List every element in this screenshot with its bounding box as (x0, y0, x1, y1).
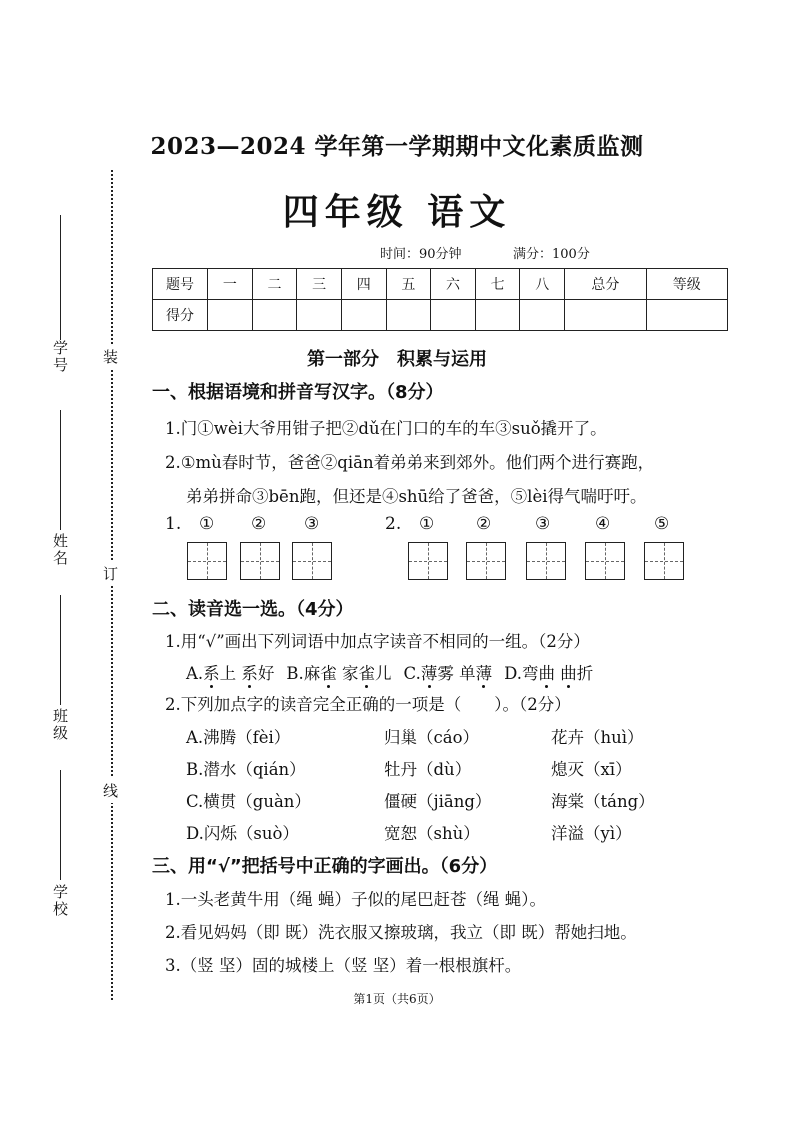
score-header-cell: 等级 (646, 269, 727, 300)
score-table-score-row (153, 300, 728, 331)
dotted-char: 薄 (475, 664, 493, 683)
q2-sub-2: 2.下列加点字的读音完全正确的一项是（ ）。（2分） (165, 695, 571, 714)
score-header-cell: 二 (252, 269, 297, 300)
score-cell[interactable] (475, 300, 520, 331)
answer-group-2-label: 2. (385, 514, 402, 534)
section-2-title: 二、读音选一选。（4分） (152, 599, 354, 620)
option-text: 好 (257, 664, 275, 683)
answer-mark: ④ (595, 514, 611, 534)
score-cell[interactable] (565, 300, 646, 331)
q2-option-c-1: C.横贯（guàn） (186, 792, 311, 811)
q2-option-c-2: 僵硬（jiāng） (384, 792, 492, 811)
score-header-cell: 七 (475, 269, 520, 300)
score-cell[interactable] (208, 300, 253, 331)
tian-grid-box[interactable] (187, 542, 227, 580)
score-cell[interactable] (520, 300, 565, 331)
q2-option-b-1: B.潜水（qián） (186, 760, 306, 779)
q2-option-d-1: D.闪烁（suò） (186, 824, 299, 843)
option-text: 折 (576, 664, 594, 683)
answer-mark: ② (476, 514, 492, 534)
score-header-cell: 总分 (565, 269, 646, 300)
q3-line-3: 3.（竖 坚）固的城楼上（竖 坚）着一根根旗杆。 (165, 956, 522, 975)
score-cell[interactable] (386, 300, 431, 331)
option-text: A. (186, 664, 204, 683)
part-one-heading: 第一部分 积累与运用 (307, 349, 487, 370)
answer-group-1-label: 1. (165, 514, 182, 534)
dotted-char: 系 (203, 664, 220, 683)
option-text: 儿 (375, 664, 392, 683)
score-header-cell: 一 (208, 269, 253, 300)
score-cell[interactable] (252, 300, 297, 331)
tian-grid-box[interactable] (644, 542, 684, 580)
score-cell[interactable] (431, 300, 476, 331)
full-score: 满分：100分 (513, 247, 590, 262)
school-line (60, 770, 61, 880)
score-header-cell: 三 (297, 269, 342, 300)
option-text: 雾 单 (437, 664, 476, 683)
tian-grid-box[interactable] (585, 542, 625, 580)
subject-title: 四年级 语文 (282, 192, 512, 233)
exam-title: 2023—2024 学年第一学期期中文化素质监测 (150, 133, 644, 160)
score-cell[interactable] (646, 300, 727, 331)
score-cell[interactable] (297, 300, 342, 331)
dotted-char: 系 (241, 664, 258, 683)
q2-option-a-2: 归巢（cáo） (384, 728, 480, 747)
q2-option-b-3: 熄灭（xī） (551, 760, 632, 779)
name-label: 姓名 (51, 533, 69, 567)
option-text: 家 (336, 664, 359, 683)
dotted-char: 薄 (420, 664, 438, 683)
score-row-label: 得分 (153, 300, 208, 331)
page-number: 第1页（共6页） (353, 992, 441, 1006)
class-line (60, 595, 61, 705)
q2-option-c-3: 海棠（táng） (551, 792, 655, 811)
score-table (152, 268, 728, 331)
class-label: 班级 (51, 708, 69, 742)
section-3-title: 三、用“√”把括号中正确的字画出。（6分） (152, 856, 498, 877)
score-table-header-row (153, 269, 728, 300)
answer-mark: ② (251, 514, 267, 534)
tian-grid-box[interactable] (240, 542, 280, 580)
school-label: 学校 (51, 884, 69, 918)
cut-char-ding: 订 (103, 561, 118, 586)
q2-options-1 (186, 660, 593, 684)
q2-option-a-1: A.沸腾（fèi） (186, 728, 291, 747)
tian-grid-box[interactable] (526, 542, 566, 580)
tian-grid-box[interactable] (292, 542, 332, 580)
cut-char-zhuang: 装 (103, 344, 118, 369)
q1-line-1: 1.门①wèi大爷用钳子把②dǔ在门口的车的车③suǒ撬开了。 (165, 419, 607, 438)
q3-line-2: 2.看见妈妈（即 既）洗衣服又擦玻璃，我立（即 既）帮她扫地。 (165, 923, 637, 942)
answer-mark: ③ (304, 514, 320, 534)
q1-line-2: 2.①mù春时节，爸爸②qiān着弟弟来到郊外。他们两个进行赛跑， (165, 453, 655, 472)
score-header-cell: 四 (341, 269, 386, 300)
section-1-title: 一、根据语境和拼音写汉字。（8分） (152, 382, 444, 403)
q2-sub-1: 1.用“√”画出下列词语中加点字读音不相同的一组。（2分） (165, 632, 590, 651)
q3-line-1: 1.一头老黄牛用（绳 蝇）子似的尾巴赶苍（绳 蝇）。 (165, 890, 546, 909)
tian-grid-box[interactable] (408, 542, 448, 580)
answer-mark: ① (419, 514, 435, 534)
dotted-char: 曲 (538, 664, 555, 683)
score-header-cell: 八 (520, 269, 565, 300)
cut-char-xian: 线 (103, 778, 118, 803)
q1-line-3: 弟弟拼命③bēn跑，但还是④shū给了爸爸，⑤lèi得气喘吁吁。 (186, 487, 647, 506)
score-header-cell: 五 (386, 269, 431, 300)
option-text: 上 (219, 664, 242, 683)
q2-option-d-3: 洋溢（yì） (551, 824, 632, 843)
option-text: D.弯 (504, 664, 539, 683)
score-header-cell: 六 (431, 269, 476, 300)
answer-mark: ⑤ (654, 514, 670, 534)
student-id-label: 学号 (51, 340, 69, 374)
score-header-cell: 题号 (153, 269, 208, 300)
q2-option-b-2: 牡丹（dù） (384, 760, 472, 779)
dotted-char: 雀 (358, 664, 376, 683)
dotted-char: 雀 (320, 664, 337, 683)
option-text: B.麻 (286, 664, 321, 683)
exam-time: 时间：90分钟 (380, 247, 462, 262)
q2-option-a-3: 花卉（huì） (551, 728, 644, 747)
option-text: C. (403, 664, 421, 683)
dotted-char: 曲 (560, 664, 577, 683)
answer-mark: ③ (535, 514, 551, 534)
tian-grid-box[interactable] (466, 542, 506, 580)
answer-mark: ① (199, 514, 215, 534)
q2-option-d-2: 宽恕（shù） (384, 824, 480, 843)
score-cell[interactable] (341, 300, 386, 331)
name-line (60, 410, 61, 530)
